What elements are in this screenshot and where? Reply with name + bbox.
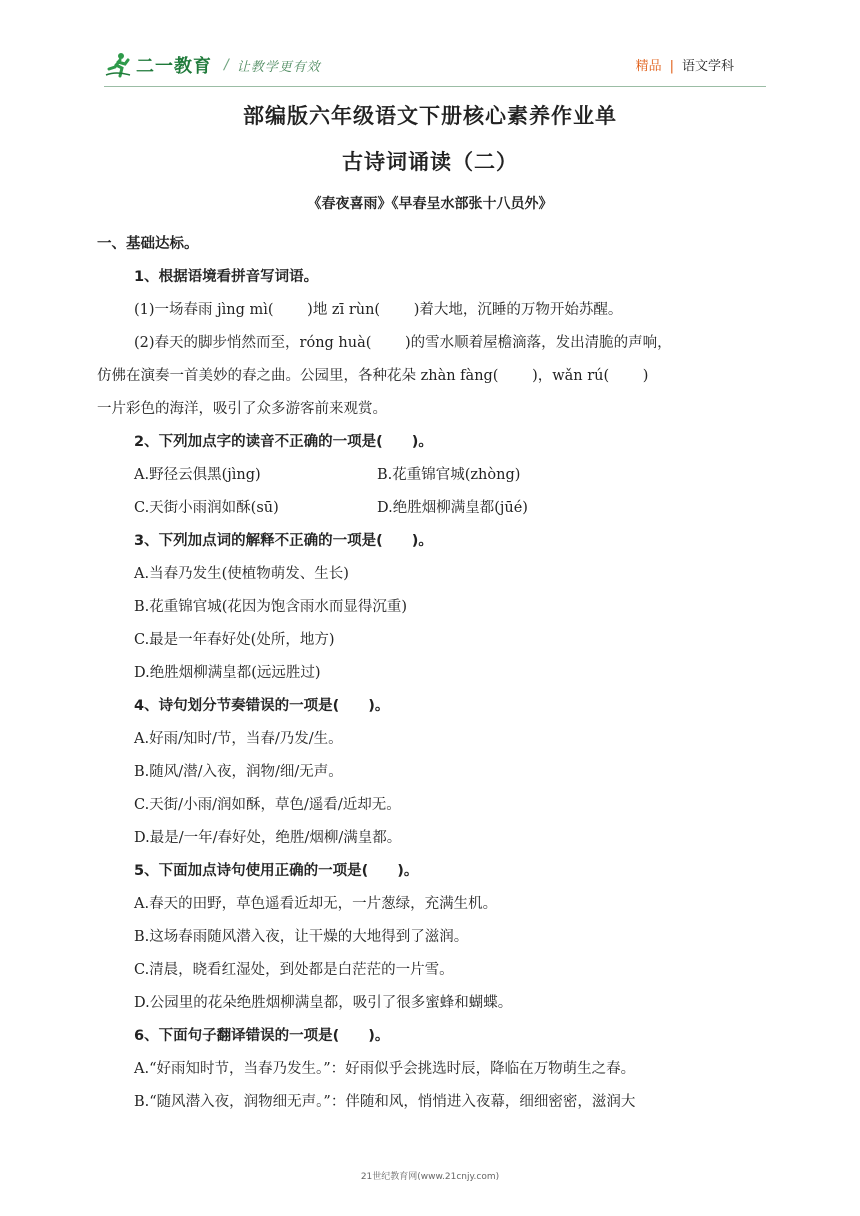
question-1-item-2: (2)春天的脚步悄然而至，róng huà( )的雪水顺着屋檐滴落，发出清脆的声响， (134, 335, 672, 351)
question-4-title: 4、诗句划分节奏错误的一项是( )。 (134, 698, 390, 714)
section-heading: 一、基础达标。 (97, 236, 199, 252)
question-3-option-d: D.绝胜烟柳满皇都(远远胜过) (134, 665, 321, 681)
question-4-option-a: A.好雨/知时/节，当春/乃发/生。 (134, 731, 343, 747)
question-2-option-d: D.绝胜烟柳满皇都(jūé) (377, 500, 528, 516)
question-3-option-c: C.最是一年春好处(处所，地方) (134, 632, 335, 648)
logo-slash: / (224, 57, 229, 73)
question-3-option-b: B.花重锦官城(花因为饱含雨水而显得沉重) (134, 599, 408, 615)
logo-tagline: 让教学更有效 (236, 59, 321, 75)
question-5-title: 5、下面加点诗句使用正确的一项是( )。 (134, 863, 419, 879)
question-3-option-a: A.当春乃发生(使植物萌发、生长) (134, 566, 349, 582)
question-4-option-d: D.最是/一年/春好处，绝胜/烟柳/满皇都。 (134, 830, 402, 846)
worksheet-body (97, 228, 767, 1119)
question-2-row-2 (97, 492, 767, 525)
subject-label: 语文学科 (681, 59, 734, 74)
logo-text: 二一教育 (136, 56, 212, 77)
question-1-item-2-end: 一片彩色的海洋，吸引了众多游客前来观赏。 (97, 401, 387, 417)
question-4-option-b: B.随风/潜/入夜，润物/细/无声。 (134, 764, 343, 780)
runner-logo-icon (104, 51, 132, 79)
header-right (636, 55, 734, 74)
question-6-option-b: B.“随风潜入夜，润物细无声。”：伴随和风，悄悄进入夜幕，细细密密，滋润大 (134, 1094, 636, 1110)
question-5-option-d: D.公园里的花朵绝胜烟柳满皇都，吸引了很多蜜蜂和蝴蝶。 (134, 995, 513, 1011)
page-subtitle: 古诗词诵读（二） (342, 150, 518, 174)
page-title: 部编版六年级语文下册核心素养作业单 (243, 104, 617, 128)
poem-titles: 《春夜喜雨》《早春呈水部张十八员外》 (307, 196, 553, 212)
question-1-item-2-cont: 仿佛在演奏一首美妙的春之曲。公园里，各种花朵 zhàn fàng( )，wǎn rú( ) (97, 368, 649, 384)
logo (104, 50, 321, 80)
question-5-option-c: C.清晨，晓看红湿处，到处都是白茫茫的一片雪。 (134, 962, 454, 978)
header-divider (104, 86, 766, 87)
question-6-title: 6、下面句子翻译错误的一项是( )。 (134, 1028, 390, 1044)
question-5-option-b: B.这场春雨随风潜入夜，让干燥的大地得到了滋润。 (134, 929, 469, 945)
question-1-title: 1、根据语境看拼音写词语。 (134, 269, 319, 285)
question-4-option-c: C.天街/小雨/润如酥，草色/遥看/近却无。 (134, 797, 401, 813)
question-2-title: 2、下列加点字的读音不正确的一项是( )。 (134, 434, 433, 450)
question-2-row-1 (97, 459, 767, 492)
question-2-option-a: A.野径云俱黑(jìng) (134, 467, 261, 483)
question-2-option-c: C.天街小雨润如酥(sū) (134, 500, 279, 516)
question-5-option-a: A.春天的田野，草色遥看近却无，一片葱绿，充满生机。 (134, 896, 498, 912)
page-footer: 21世纪教育网(www.21cnjy.com) (360, 1172, 500, 1182)
header-separator: | (669, 59, 674, 74)
question-3-title: 3、下列加点词的解释不正确的一项是( )。 (134, 533, 433, 549)
page-header (0, 0, 860, 90)
question-1-item-1: (1)一场春雨 jìng mì( )地 zī rùn( )着大地，沉睡的万物开始苏醒。 (134, 302, 623, 318)
quality-label: 精品 (635, 59, 662, 74)
question-2-option-b: B.花重锦官城(zhòng) (377, 467, 521, 483)
question-6-option-a: A.“好雨知时节，当春乃发生。”：好雨似乎会挑选时辰，降临在万物萌生之春。 (134, 1061, 636, 1077)
